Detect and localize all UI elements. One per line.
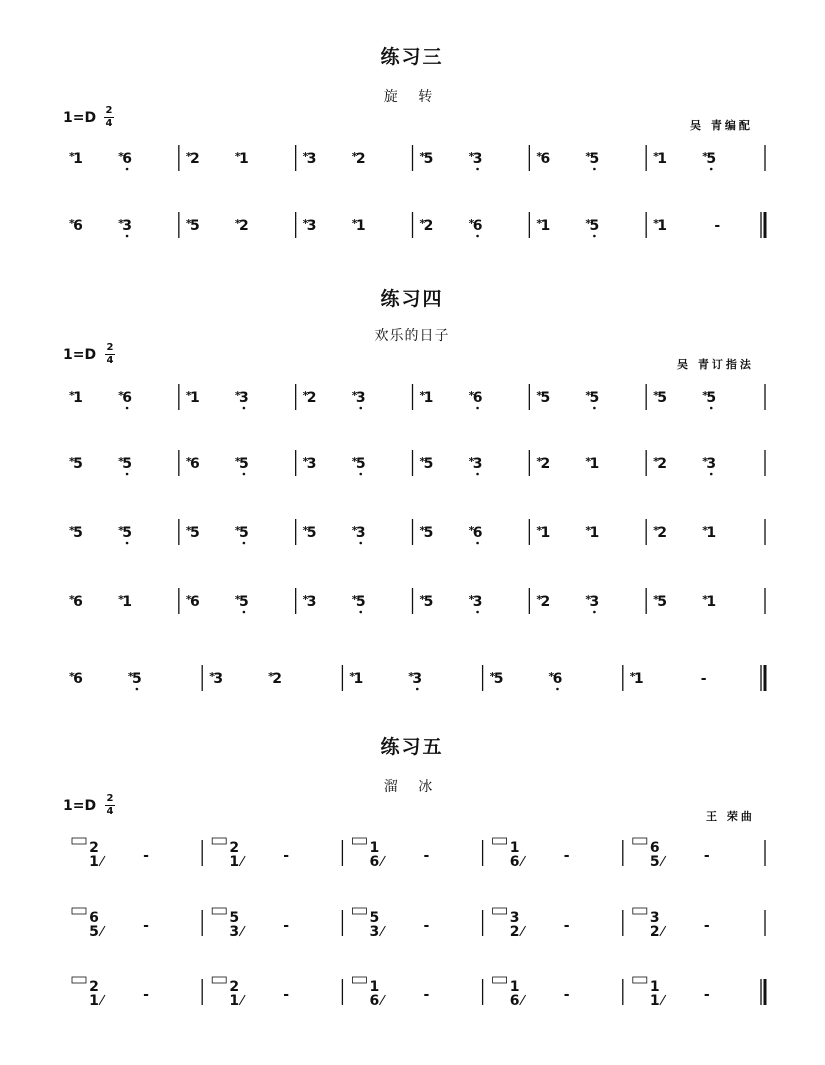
slur-mark bbox=[660, 995, 666, 1005]
sustain-dash: - bbox=[703, 987, 710, 1003]
grace-notes bbox=[72, 977, 86, 983]
note: 2 bbox=[272, 671, 282, 687]
fingering-mark: * bbox=[69, 389, 75, 402]
fingering-mark: * bbox=[302, 389, 309, 402]
octave-dot bbox=[136, 688, 139, 691]
fingering-mark: * bbox=[419, 593, 426, 606]
note: 5 bbox=[355, 456, 366, 472]
slur-mark bbox=[239, 995, 245, 1005]
note: 5 bbox=[239, 525, 249, 541]
note: 5 bbox=[306, 525, 317, 541]
note: 6 bbox=[189, 594, 200, 610]
note: 1 bbox=[657, 218, 668, 234]
note: 5 bbox=[657, 390, 668, 406]
octave-dot bbox=[359, 542, 362, 545]
fingering-mark: * bbox=[536, 455, 543, 468]
fingering-mark: * bbox=[419, 524, 426, 537]
note: 2 bbox=[306, 390, 317, 406]
sustain-dash: - bbox=[563, 918, 570, 934]
slur-mark bbox=[99, 995, 105, 1005]
note: 3 bbox=[472, 594, 483, 610]
fingering-mark: * bbox=[351, 217, 358, 230]
note: 6 bbox=[73, 594, 83, 610]
grace-notes bbox=[493, 908, 507, 914]
note: 6 bbox=[472, 525, 483, 541]
note: 2 bbox=[540, 594, 551, 610]
slur-mark bbox=[379, 856, 385, 866]
fingering-mark: * bbox=[69, 593, 75, 606]
note-lower: 3 bbox=[229, 924, 240, 940]
note-lower: 1 bbox=[89, 993, 99, 1009]
note: 5 bbox=[589, 151, 600, 167]
slur-mark bbox=[660, 926, 666, 936]
note: 3 bbox=[306, 151, 317, 167]
note: 6 bbox=[552, 671, 563, 687]
note: 5 bbox=[657, 594, 668, 610]
octave-dot bbox=[476, 407, 479, 410]
sustain-dash: - bbox=[703, 918, 710, 934]
fingering-mark: * bbox=[234, 524, 241, 537]
note: 5 bbox=[355, 594, 366, 610]
octave-dot bbox=[359, 473, 362, 476]
octave-dot bbox=[243, 611, 246, 614]
fingering-mark: * bbox=[585, 593, 592, 606]
fingering-mark: * bbox=[468, 524, 475, 537]
grace-notes bbox=[493, 977, 507, 983]
note: 6 bbox=[122, 151, 132, 167]
sustain-dash: - bbox=[700, 671, 707, 687]
octave-dot bbox=[359, 407, 362, 410]
slur-mark bbox=[99, 856, 105, 866]
fingering-mark: * bbox=[702, 389, 709, 402]
octave-dot bbox=[476, 473, 479, 476]
note-lower: 6 bbox=[369, 854, 380, 870]
fingering-mark: * bbox=[629, 670, 636, 683]
octave-dot bbox=[243, 473, 246, 476]
note-lower: 3 bbox=[369, 924, 380, 940]
sustain-dash: - bbox=[143, 918, 149, 934]
composer-credit: 王 荣曲 bbox=[706, 810, 755, 823]
piece-subtitle: 欢乐的日子 bbox=[374, 328, 450, 344]
note: 6 bbox=[472, 218, 483, 234]
slur-mark bbox=[379, 995, 385, 1005]
note: 5 bbox=[493, 671, 504, 687]
note: 6 bbox=[73, 218, 83, 234]
octave-dot bbox=[476, 542, 479, 545]
fingering-mark: * bbox=[69, 455, 75, 468]
piece-subtitle: 溜 冰 bbox=[383, 779, 441, 795]
fingering-mark: * bbox=[69, 217, 75, 230]
fingering-mark: * bbox=[302, 217, 309, 230]
note: 1 bbox=[706, 594, 717, 610]
octave-dot bbox=[126, 407, 129, 410]
fingering-mark: * bbox=[489, 670, 496, 683]
note: 3 bbox=[355, 390, 366, 406]
fingering-mark: * bbox=[653, 217, 659, 230]
grace-notes bbox=[212, 977, 226, 983]
octave-dot bbox=[593, 168, 596, 171]
note-lower: 1 bbox=[229, 854, 240, 870]
note: 3 bbox=[706, 456, 717, 472]
fingering-mark: * bbox=[268, 670, 274, 683]
note: 5 bbox=[132, 671, 142, 687]
grace-notes bbox=[352, 908, 366, 914]
note: 3 bbox=[306, 218, 317, 234]
fingering-mark: * bbox=[653, 389, 659, 402]
fingering-mark: * bbox=[185, 593, 192, 606]
note: 5 bbox=[122, 456, 132, 472]
fingering-credit: 吴 青订指法 bbox=[677, 358, 754, 371]
fingering-mark: * bbox=[234, 455, 241, 468]
note: 1 bbox=[239, 151, 249, 167]
fingering-mark: * bbox=[468, 389, 475, 402]
note: 3 bbox=[306, 594, 317, 610]
piece-subtitle: 旋 转 bbox=[383, 89, 441, 105]
fingering-mark: * bbox=[585, 217, 592, 230]
fingering-mark: * bbox=[302, 524, 309, 537]
key-signature: 1=D bbox=[63, 110, 97, 126]
note: 1 bbox=[353, 671, 364, 687]
fingering-mark: * bbox=[351, 389, 358, 402]
note: 6 bbox=[189, 456, 200, 472]
note: 1 bbox=[633, 671, 644, 687]
note-upper: 6 bbox=[89, 910, 99, 926]
note: 5 bbox=[423, 594, 434, 610]
time-signature-top: 2 bbox=[106, 342, 114, 353]
note-upper: 2 bbox=[229, 979, 240, 995]
fingering-mark: * bbox=[468, 593, 475, 606]
sustain-dash: - bbox=[703, 848, 710, 864]
note-lower: 6 bbox=[369, 993, 380, 1009]
fingering-mark: * bbox=[536, 217, 543, 230]
note: 5 bbox=[423, 525, 434, 541]
octave-dot bbox=[556, 688, 559, 691]
note: 3 bbox=[122, 218, 132, 234]
note: 1 bbox=[122, 594, 132, 610]
slur-mark bbox=[379, 926, 385, 936]
note-upper: 5 bbox=[369, 910, 380, 926]
note: 5 bbox=[122, 525, 132, 541]
grace-notes bbox=[352, 977, 366, 983]
fingering-mark: * bbox=[302, 593, 309, 606]
note-upper: 3 bbox=[649, 910, 660, 926]
fingering-mark: * bbox=[702, 524, 709, 537]
grace-notes bbox=[493, 838, 507, 844]
note-lower: 6 bbox=[509, 993, 520, 1009]
octave-dot bbox=[243, 542, 246, 545]
note-upper: 1 bbox=[509, 840, 520, 856]
grace-notes bbox=[352, 838, 366, 844]
note: 1 bbox=[589, 525, 600, 541]
note: 1 bbox=[706, 525, 717, 541]
fingering-mark: * bbox=[653, 150, 659, 163]
note: 2 bbox=[239, 218, 249, 234]
note: 1 bbox=[355, 218, 366, 234]
octave-dot bbox=[476, 235, 479, 238]
fingering-mark: * bbox=[351, 150, 358, 163]
note: 3 bbox=[355, 525, 366, 541]
fingering-mark: * bbox=[536, 389, 543, 402]
note-upper: 3 bbox=[509, 910, 520, 926]
fingering-mark: * bbox=[118, 524, 124, 537]
fingering-mark: * bbox=[185, 217, 192, 230]
sustain-dash: - bbox=[283, 918, 290, 934]
octave-dot bbox=[359, 611, 362, 614]
note: 3 bbox=[589, 594, 600, 610]
fingering-mark: * bbox=[548, 670, 555, 683]
fingering-mark: * bbox=[118, 217, 124, 230]
note: 3 bbox=[213, 671, 224, 687]
note: 5 bbox=[706, 390, 717, 406]
note: 5 bbox=[239, 594, 249, 610]
note: 1 bbox=[589, 456, 600, 472]
fingering-mark: * bbox=[419, 455, 426, 468]
sustain-dash: - bbox=[283, 987, 290, 1003]
note: 3 bbox=[472, 151, 483, 167]
note: 6 bbox=[73, 671, 83, 687]
fingering-mark: * bbox=[127, 670, 134, 683]
fingering-mark: * bbox=[585, 150, 592, 163]
note: 5 bbox=[73, 525, 83, 541]
fingering-mark: * bbox=[234, 389, 241, 402]
grace-notes bbox=[212, 838, 226, 844]
octave-dot bbox=[593, 611, 596, 614]
slur-mark bbox=[239, 926, 245, 936]
note-lower: 5 bbox=[89, 924, 99, 940]
note-upper: 1 bbox=[509, 979, 520, 995]
note-upper: 2 bbox=[89, 840, 99, 856]
fingering-mark: * bbox=[69, 524, 75, 537]
fingering-mark: * bbox=[351, 593, 358, 606]
sustain-dash: - bbox=[563, 848, 570, 864]
octave-dot bbox=[126, 235, 129, 238]
time-signature-bottom: 4 bbox=[105, 118, 113, 129]
note-lower: 1 bbox=[89, 854, 99, 870]
fingering-mark: * bbox=[653, 524, 659, 537]
grace-notes bbox=[633, 838, 647, 844]
note: 2 bbox=[423, 218, 434, 234]
fingering-mark: * bbox=[408, 670, 415, 683]
fingering-mark: * bbox=[351, 455, 358, 468]
sustain-dash: - bbox=[714, 218, 721, 234]
octave-dot bbox=[416, 688, 419, 691]
note: 5 bbox=[540, 390, 551, 406]
time-signature-bottom: 4 bbox=[106, 806, 114, 817]
fingering-mark: * bbox=[702, 150, 709, 163]
fingering-mark: * bbox=[234, 593, 241, 606]
note-upper: 1 bbox=[369, 840, 380, 856]
slur-mark bbox=[520, 995, 526, 1005]
fingering-mark: * bbox=[69, 670, 75, 683]
fingering-mark: * bbox=[585, 524, 592, 537]
sustain-dash: - bbox=[423, 918, 430, 934]
fingering-mark: * bbox=[419, 150, 426, 163]
sustain-dash: - bbox=[143, 987, 149, 1003]
note: 5 bbox=[706, 151, 717, 167]
octave-dot bbox=[593, 407, 596, 410]
fingering-mark: * bbox=[118, 593, 124, 606]
key-signature: 1=D bbox=[63, 798, 97, 814]
note: 2 bbox=[189, 151, 200, 167]
grace-notes bbox=[212, 908, 226, 914]
fingering-mark: * bbox=[585, 455, 592, 468]
note: 2 bbox=[355, 151, 366, 167]
fingering-mark: * bbox=[234, 217, 241, 230]
note-upper: 2 bbox=[89, 979, 99, 995]
fingering-mark: * bbox=[468, 217, 475, 230]
key-signature: 1=D bbox=[63, 347, 97, 363]
note: 5 bbox=[423, 456, 434, 472]
fingering-mark: * bbox=[302, 455, 309, 468]
fingering-mark: * bbox=[536, 524, 543, 537]
note: 6 bbox=[472, 390, 483, 406]
note: 1 bbox=[540, 525, 551, 541]
sustain-dash: - bbox=[283, 848, 290, 864]
piece-title: 练习四 bbox=[380, 288, 444, 310]
piece-title: 练习三 bbox=[380, 46, 444, 68]
note: 5 bbox=[189, 218, 200, 234]
note-upper: 2 bbox=[229, 840, 240, 856]
slur-mark bbox=[99, 926, 105, 936]
fingering-mark: * bbox=[118, 455, 124, 468]
fingering-mark: * bbox=[69, 150, 75, 163]
note-lower: 2 bbox=[649, 924, 660, 940]
note: 2 bbox=[540, 456, 551, 472]
note: 1 bbox=[73, 390, 83, 406]
slur-mark bbox=[520, 926, 526, 936]
fingering-mark: * bbox=[702, 593, 709, 606]
note-upper: 1 bbox=[649, 979, 660, 995]
note: 1 bbox=[189, 390, 200, 406]
fingering-mark: * bbox=[536, 150, 543, 163]
octave-dot bbox=[243, 407, 246, 410]
note: 1 bbox=[540, 218, 551, 234]
fingering-mark: * bbox=[653, 455, 659, 468]
note-lower: 5 bbox=[649, 854, 660, 870]
octave-dot bbox=[476, 168, 479, 171]
fingering-mark: * bbox=[468, 455, 475, 468]
fingering-mark: * bbox=[302, 150, 309, 163]
grace-notes bbox=[633, 977, 647, 983]
note-lower: 2 bbox=[509, 924, 520, 940]
fingering-mark: * bbox=[185, 455, 192, 468]
note: 3 bbox=[306, 456, 317, 472]
time-signature-bottom: 4 bbox=[106, 355, 114, 366]
slur-mark bbox=[239, 856, 245, 866]
time-signature-top: 2 bbox=[105, 105, 113, 116]
fingering-mark: * bbox=[419, 389, 426, 402]
octave-dot bbox=[126, 542, 129, 545]
note: 2 bbox=[657, 456, 668, 472]
octave-dot bbox=[476, 611, 479, 614]
fingering-mark: * bbox=[419, 217, 426, 230]
note-upper: 6 bbox=[649, 840, 660, 856]
grace-notes bbox=[72, 908, 86, 914]
octave-dot bbox=[593, 235, 596, 238]
note: 2 bbox=[657, 525, 668, 541]
note-upper: 5 bbox=[229, 910, 240, 926]
fingering-mark: * bbox=[468, 150, 475, 163]
fingering-mark: * bbox=[349, 670, 356, 683]
fingering-mark: * bbox=[118, 389, 124, 402]
octave-dot bbox=[126, 168, 129, 171]
slur-mark bbox=[520, 856, 526, 866]
note: 6 bbox=[540, 151, 551, 167]
grace-notes bbox=[633, 908, 647, 914]
fingering-mark: * bbox=[118, 150, 124, 163]
note: 5 bbox=[589, 218, 600, 234]
note: 3 bbox=[239, 390, 249, 406]
sustain-dash: - bbox=[143, 848, 149, 864]
octave-dot bbox=[710, 473, 713, 476]
note: 1 bbox=[657, 151, 668, 167]
piece-title: 练习五 bbox=[380, 736, 444, 758]
time-signature-top: 2 bbox=[106, 793, 114, 804]
note-lower: 1 bbox=[229, 993, 240, 1009]
octave-dot bbox=[126, 473, 129, 476]
fingering-mark: * bbox=[653, 593, 659, 606]
note: 5 bbox=[239, 456, 249, 472]
fingering-mark: * bbox=[185, 524, 192, 537]
sustain-dash: - bbox=[423, 848, 430, 864]
slur-mark bbox=[660, 856, 666, 866]
fingering-mark: * bbox=[185, 389, 192, 402]
octave-dot bbox=[710, 168, 713, 171]
note: 5 bbox=[423, 151, 434, 167]
octave-dot bbox=[710, 407, 713, 410]
note: 5 bbox=[73, 456, 83, 472]
note-lower: 1 bbox=[649, 993, 660, 1009]
sustain-dash: - bbox=[423, 987, 430, 1003]
note: 3 bbox=[412, 671, 423, 687]
note: 6 bbox=[122, 390, 132, 406]
fingering-mark: * bbox=[702, 455, 709, 468]
note-lower: 6 bbox=[509, 854, 520, 870]
note: 3 bbox=[472, 456, 483, 472]
note: 1 bbox=[73, 151, 83, 167]
fingering-mark: * bbox=[234, 150, 241, 163]
note: 1 bbox=[423, 390, 434, 406]
note: 5 bbox=[589, 390, 600, 406]
fingering-mark: * bbox=[536, 593, 543, 606]
arranger-credit: 吴 青编配 bbox=[690, 119, 753, 132]
fingering-mark: * bbox=[351, 524, 358, 537]
note-upper: 1 bbox=[369, 979, 380, 995]
fingering-mark: * bbox=[209, 670, 215, 683]
fingering-mark: * bbox=[585, 389, 592, 402]
grace-notes bbox=[72, 838, 86, 844]
note: 5 bbox=[189, 525, 200, 541]
sustain-dash: - bbox=[563, 987, 570, 1003]
fingering-mark: * bbox=[185, 150, 192, 163]
